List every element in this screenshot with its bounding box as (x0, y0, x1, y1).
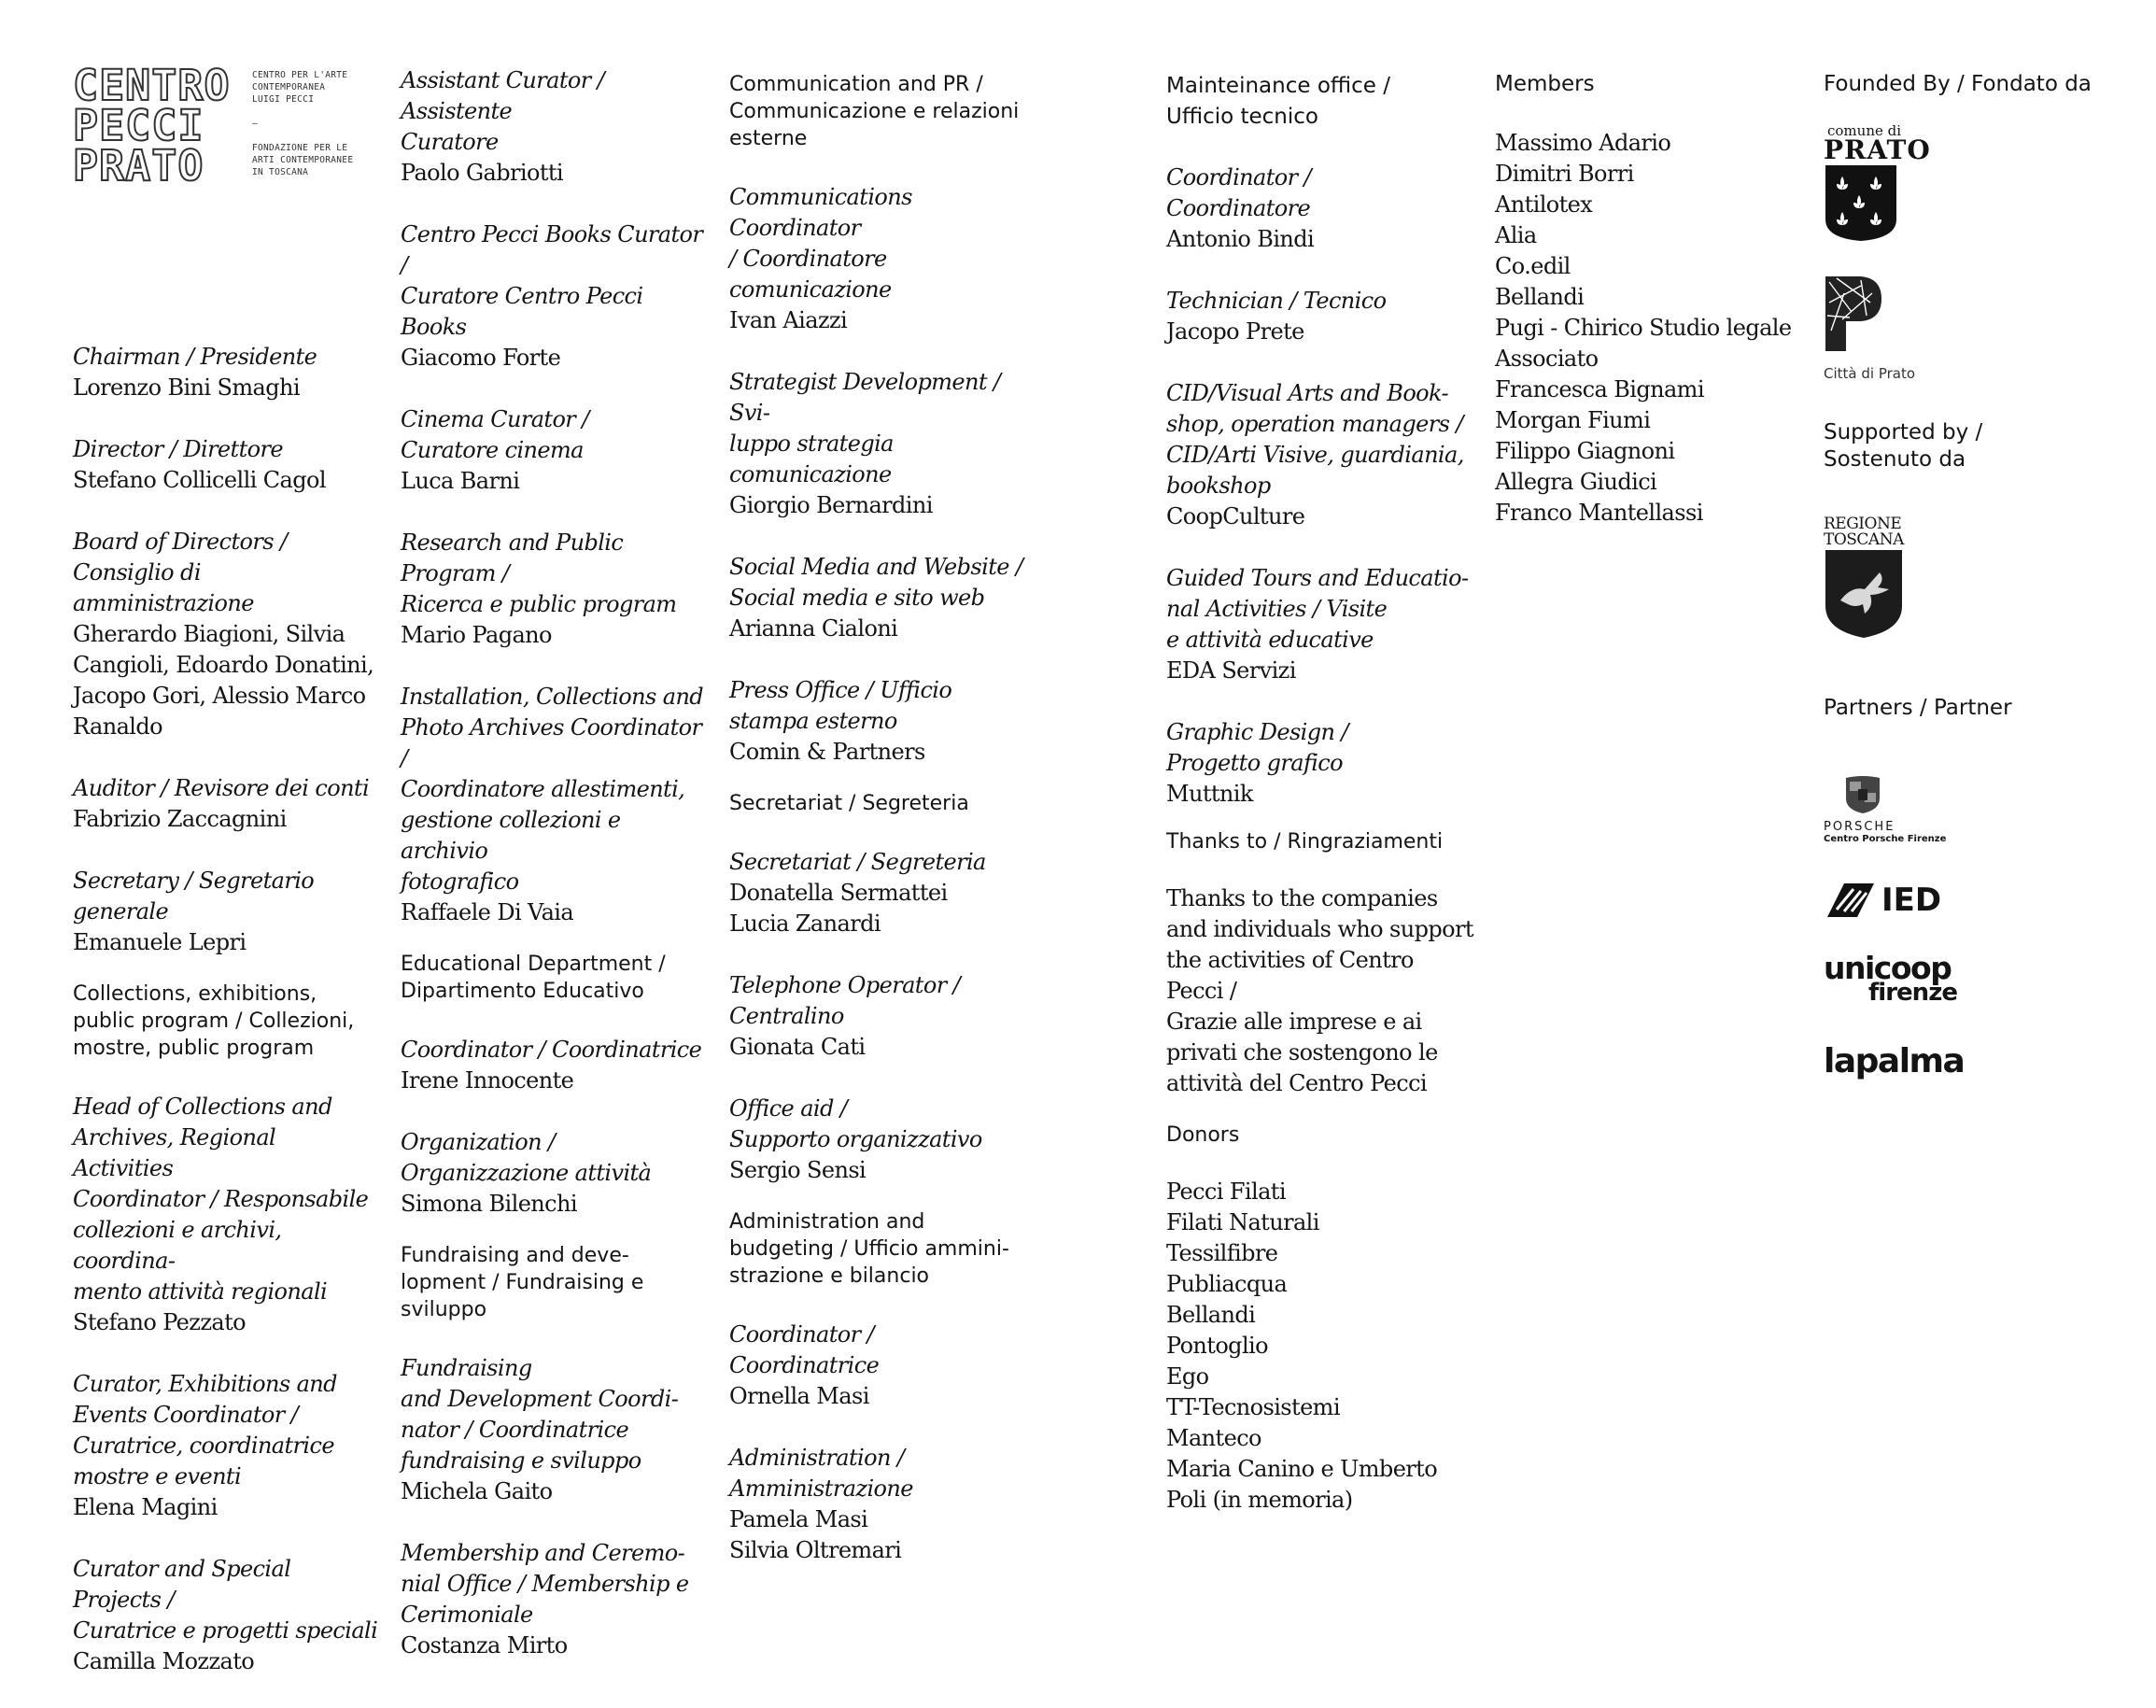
section-heading: Collections, exhibitions, public program / Collezioni, mostre, public program (73, 982, 355, 1060)
thanks-text: Thanks to the companies and individuals who support the activities of Centro Pecci / Grazie alle imprese e ai privati che sostengono le attività del Centro Pecci (1166, 885, 1473, 1096)
person: Ornella Masi (729, 1383, 869, 1409)
credit-entry (1166, 717, 1474, 810)
list-item: Bellandi (1495, 284, 1585, 310)
credit-entry (73, 434, 381, 496)
person: Emanuele Lepri (73, 929, 247, 955)
role: CID/Visual Arts and Book- shop, operation managers / CID/Arti Visive, guardiania, bookshop (1166, 380, 1464, 499)
centro-pecci-logo (73, 61, 381, 299)
credit-entry (401, 65, 709, 189)
section-heading: Communication and PR / Communicazione e relazioni esterne (729, 73, 1020, 150)
porsche-logo (1824, 774, 2132, 844)
person: Gherardo Biagioni, Silvia Cangioli, Edoardo Donatini, Jacopo Gori, Alessio Marco Ranaldo (73, 621, 374, 740)
role: Fundraising and Development Coordi- nator / Coordinatrice fundraising e sviluppo (401, 1355, 679, 1474)
logo-wordmark: CENTRO PECCI PRATO (73, 61, 231, 191)
credit-entry (73, 773, 381, 835)
donors-list (1166, 1177, 1474, 1516)
person: Simona Bilenchi (401, 1191, 577, 1217)
role: Curator and Special Projects / Curatrice e progetti speciali (73, 1556, 378, 1644)
role: Strategist Development / Svi- luppo strategia comunicazione (729, 369, 1001, 487)
column-6 (1824, 65, 2132, 1118)
credit-entry (73, 1554, 381, 1677)
list-item: Antilotex (1495, 191, 1593, 218)
role: Coordinator / Coordinatrice (729, 1321, 880, 1378)
credit-entry (729, 1094, 1047, 1186)
list-item: Poli (in memoria) (1166, 1487, 1353, 1513)
credit-entry (729, 1320, 1047, 1412)
credit-entry (401, 404, 709, 497)
credit-entry (729, 367, 1047, 521)
person: Muttnik (1166, 781, 1253, 807)
credit-entry (73, 527, 381, 742)
person: Camilla Mozzato (73, 1648, 255, 1674)
section-heading: Administration and budgeting / Ufficio ammini- strazione e bilancio (729, 1210, 1009, 1288)
role: Membership and Ceremo- nial Office / Membership e Cerimoniale (401, 1540, 689, 1628)
person: Costanza Mirto (401, 1632, 568, 1659)
role: Research and Public Program / Ricerca e public program (401, 529, 677, 617)
credit-entry (401, 1127, 709, 1220)
role: Coordinator / Coordinatrice (401, 1037, 702, 1063)
lapalma-logo (1824, 1042, 2132, 1080)
column-2 (401, 65, 709, 1692)
list-item: Morgan Fiumi (1495, 407, 1651, 433)
role: Board of Directors / Consiglio di amministrazione (73, 529, 288, 616)
column-4 (1166, 65, 1474, 1516)
section-heading: Founded By / Fondato da (1824, 72, 2092, 96)
firenze-wordmark: firenze (1868, 979, 1957, 1007)
porsche-crest-icon (1844, 774, 1881, 815)
ied-mark-icon (1824, 880, 1878, 921)
credit-entry (73, 1369, 381, 1523)
section-heading: Partners / Partner (1824, 696, 2012, 720)
citta-di-prato-logo (1824, 275, 2132, 382)
list-item: Franco Mantellassi (1495, 500, 1703, 526)
list-item: Pecci Filati (1166, 1179, 1286, 1205)
role: Administration / Amministrazione (729, 1445, 913, 1502)
comune-small-text: comune di (1827, 122, 1902, 139)
person: Ivan Aiazzi (729, 307, 848, 333)
credit-entry (401, 1353, 709, 1507)
lapalma-wordmark: lapalma (1824, 1042, 1965, 1080)
person: Arianna Cialoni (729, 615, 898, 642)
person: Michela Gaito (401, 1478, 553, 1504)
list-item: Bellandi (1166, 1302, 1256, 1328)
section-heading: Supported by / Sostenuto da (1824, 420, 1983, 472)
section-heading: Donors (1166, 1123, 1240, 1147)
role: Social Media and Website / Social media e sito web (729, 554, 1023, 611)
credit-entry (73, 342, 381, 403)
person: Lorenzo Bini Smaghi (73, 374, 300, 401)
credit-entry (401, 219, 709, 374)
list-item: Francesca Bignami (1495, 376, 1704, 402)
credit-entry (1166, 378, 1474, 532)
ied-wordmark: IED (1881, 882, 1942, 919)
pegasus-shield-icon (1824, 548, 1904, 640)
credit-entry (729, 675, 1047, 768)
person: Jacopo Prete (1166, 318, 1304, 345)
list-item: Filippo Giagnoni (1495, 438, 1675, 464)
credit-entry (1166, 563, 1474, 686)
column-3 (729, 65, 1047, 1597)
list-item: Dimitri Borri (1495, 161, 1634, 187)
person: EDA Servizi (1166, 657, 1296, 684)
person: CoopCulture (1166, 503, 1305, 529)
person: Fabrizio Zaccagnini (73, 806, 287, 832)
column-1 (73, 61, 381, 1708)
role: Auditor / Revisore dei conti (73, 775, 370, 801)
person: Donatella Sermattei Lucia Zanardi (729, 880, 948, 937)
section-heading: Educational Department / Dipartimento Educativo (401, 953, 666, 1003)
list-item: Manteco (1166, 1425, 1261, 1451)
role: Coordinator / Coordinatore (1166, 164, 1312, 221)
role: Centro Pecci Books Curator / Curatore Centro Pecci Books (401, 221, 703, 340)
credit-entry (73, 1092, 381, 1338)
role: Technician / Tecnico (1166, 288, 1387, 314)
credit-entry (729, 552, 1047, 644)
role: Secretary / Segretario generale (73, 868, 315, 925)
credit-entry (73, 866, 381, 958)
person: Stefano Pezzato (73, 1309, 246, 1335)
person: Elena Magini (73, 1494, 218, 1520)
credit-entry (401, 1035, 709, 1096)
role: Guided Tours and Educatio- nal Activities / Visite e attività educative (1166, 565, 1469, 653)
list-item: Pontoglio (1166, 1333, 1268, 1359)
section-heading: Members (1495, 72, 1595, 96)
role: Communications Coordinator / Coordinatore comunicazione (729, 184, 912, 303)
person: Raffaele Di Vaia (401, 899, 574, 925)
list-item: Tessilfibre (1166, 1240, 1278, 1266)
list-item: Pugi - Chirico Studio legale (1495, 315, 1792, 341)
list-item: TT-Tecnosistemi (1166, 1394, 1340, 1420)
list-item: Ego (1166, 1363, 1209, 1390)
credit-entry (729, 182, 1047, 336)
list-item: Massimo Adario (1495, 130, 1671, 156)
person: Sergio Sensi (729, 1157, 867, 1183)
person: Mario Pagano (401, 622, 552, 648)
person: Giacomo Forte (401, 345, 561, 371)
list-item: Alia (1495, 222, 1537, 248)
regione-text: REGIONE TOSCANA (1824, 515, 1904, 549)
citta-p-icon (1824, 275, 1883, 353)
person: Stefano Collicelli Cagol (73, 467, 326, 493)
section-heading: Mainteinance office / Ufficio tecnico (1166, 74, 1390, 129)
list-item: Allegra Giudici (1495, 469, 1657, 495)
role: Graphic Design / Progetto grafico (1166, 719, 1348, 776)
section-heading: Secretariat / Segreteria (729, 792, 969, 815)
role: Installation, Collections and Photo Archives Coordinator / Coordinatore allestimenti, gestione collezioni e archivio fotografico (401, 684, 704, 895)
credit-entry (729, 1443, 1047, 1566)
section-heading: Thanks to / Ringraziamenti (1166, 830, 1444, 854)
section-heading: Fundraising and deve- lopment / Fundraising e sviluppo (401, 1244, 644, 1321)
role: Director / Direttore (73, 436, 283, 462)
credit-entry (729, 970, 1047, 1063)
list-item: Filati Naturali (1166, 1209, 1319, 1235)
role: Head of Collections and Archives, Regional Activities Coordinator / Responsabile collezioni e archivi, coordina- mento attività regionali (73, 1094, 369, 1305)
porsche-wordmark: PORSCHE (1824, 820, 1895, 834)
porsche-subtitle: Centro Porsche Firenze (1824, 834, 1947, 844)
role: Cinema Curator / Curatore cinema (401, 406, 589, 463)
regione-toscana-logo (1824, 516, 2132, 644)
credit-entry (401, 682, 709, 928)
comune-di-prato-logo (1824, 124, 2132, 247)
citta-caption: Città di Prato (1824, 365, 1916, 382)
role: Chairman / Presidente (73, 344, 317, 370)
role: Office aid / Supporto organizzativo (729, 1095, 982, 1152)
credit-entry (401, 1538, 709, 1661)
members-list (1495, 128, 1803, 529)
person: Gionata Cati (729, 1034, 866, 1060)
column-5 (1495, 65, 1803, 529)
role: Secretariat / Segreteria (729, 849, 986, 875)
person: Pamela Masi Silvia Oltremari (729, 1506, 902, 1563)
list-item: Maria Canino e Umberto (1166, 1456, 1438, 1482)
person: Antonio Bindi (1166, 226, 1315, 252)
person: Irene Innocente (401, 1067, 574, 1094)
ied-logo (1824, 880, 2132, 921)
unicoop-wordmark: unicoop (1824, 950, 1952, 986)
list-item: Associato (1495, 346, 1599, 372)
person: Luca Barni (401, 468, 520, 494)
credit-entry (401, 528, 709, 651)
credit-entry (729, 847, 1047, 939)
role: Assistant Curator / Assistente Curatore (401, 67, 605, 155)
person: Paolo Gabriotti (401, 160, 563, 186)
credit-entry (1166, 286, 1474, 347)
lily-shield-icon (1824, 163, 1898, 242)
role: Curator, Exhibitions and Events Coordinator / Curatrice, coordinatrice mostre e eventi (73, 1371, 337, 1489)
role: Press Office / Ufficio stampa esterno (729, 677, 952, 734)
role: Telephone Operator / Centralino (729, 972, 961, 1029)
list-item: Co.edil (1495, 253, 1571, 279)
credit-entry (1166, 162, 1474, 255)
unicoop-firenze-logo (1824, 950, 2132, 1007)
list-item: Publiacqua (1166, 1271, 1288, 1297)
logo-subtitle: CENTRO PER L'ARTE CONTEMPORANEA LUIGI PECCI — FONDAZIONE PER LE ARTI CONTEMPORANEE IN TOSCANA (252, 70, 354, 177)
person: Giorgio Bernardini (729, 492, 933, 518)
role: Organization / Organizzazione attività (401, 1129, 652, 1186)
person: Comin & Partners (729, 739, 925, 765)
comune-big-text: PRATO (1824, 134, 1931, 165)
